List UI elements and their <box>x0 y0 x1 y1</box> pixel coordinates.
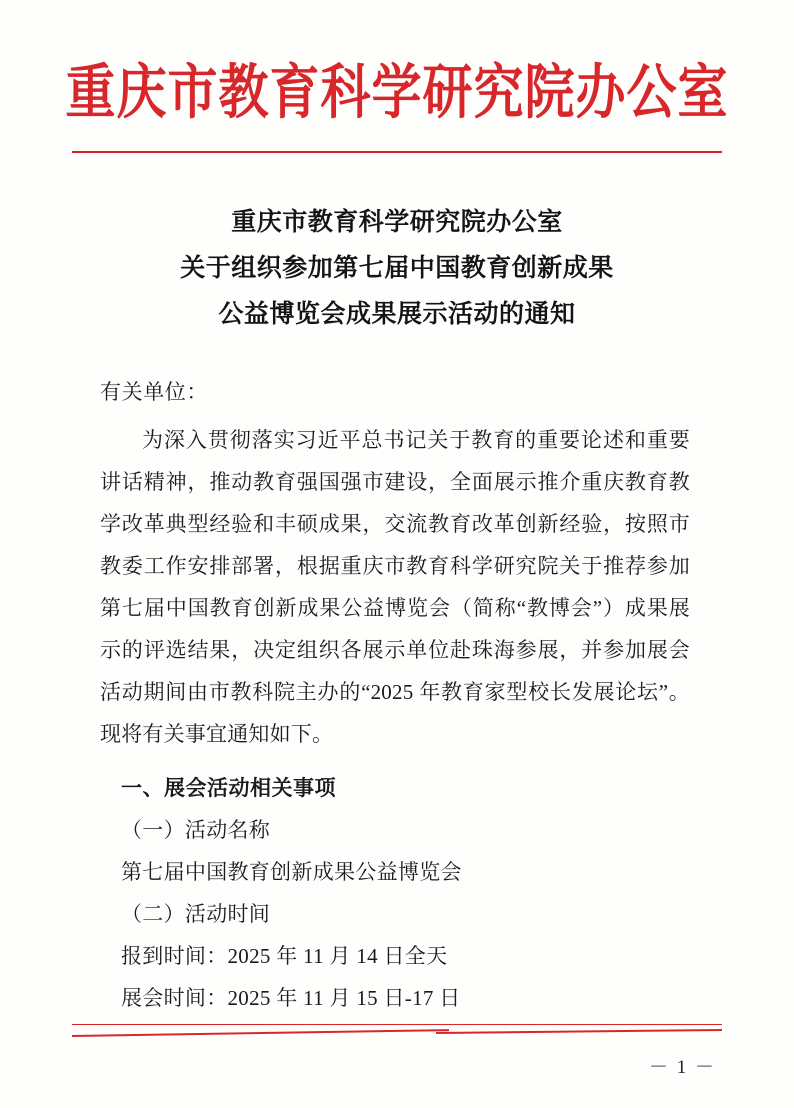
footer-divider-thin <box>72 1024 722 1025</box>
page-title <box>0 199 794 338</box>
section-heading-1: 一、展会活动相关事项 <box>121 775 336 801</box>
title-line-2: 关于组织参加第七届中国教育创新成果 <box>180 252 614 282</box>
section-line-1-1-1: 第七届中国教育创新成果公益博览会 <box>121 860 462 885</box>
letterhead-org-name: 重庆市教育科学研究院办公室 <box>65 57 729 127</box>
footer-divider-slanted <box>72 1028 722 1038</box>
section-line-1-2-2: 展会时间：2025 年 11 月 15 日-17 日 <box>121 986 461 1011</box>
salutation: 有关单位： <box>100 380 208 405</box>
footer-divider-group <box>72 1024 722 1038</box>
body-paragraph: 为深入贯彻落实习近平总书记关于教育的重要论述和重要讲话精神，推动教育强国强市建设，全面展示推介重庆教育教学改革典型经验和丰硕成果，交流教育改革创新经验，按照市教委工作安排部署，根据重庆市教育科学研究院关于推荐参加第七届中国教育创新成果公益博览会（简称“教博会”）成果展示的评选结果，决定组织各展示单位赴珠海参展，并参加展会活动期间由市教科院主办的“2025 年教育家型校长发展论坛”。现将有关事宜通知如下。 <box>100 428 690 747</box>
section-line-1-2-1: 报到时间：2025 年 11 月 14 日全天 <box>121 944 448 969</box>
letterhead-rule-container <box>0 151 794 153</box>
sub-heading-1-2: （二）活动时间 <box>121 902 271 927</box>
document-body <box>0 373 794 1019</box>
title-line-3: 公益博览会成果展示活动的通知 <box>218 299 576 328</box>
letterhead-divider <box>72 151 722 153</box>
page-number: － 1 － <box>648 1057 716 1078</box>
title-line-1: 重庆市教育科学研究院办公室 <box>231 206 563 236</box>
page-footer <box>0 1004 794 1108</box>
sub-heading-1-1: （一）活动名称 <box>121 818 271 843</box>
letterhead <box>0 0 794 153</box>
